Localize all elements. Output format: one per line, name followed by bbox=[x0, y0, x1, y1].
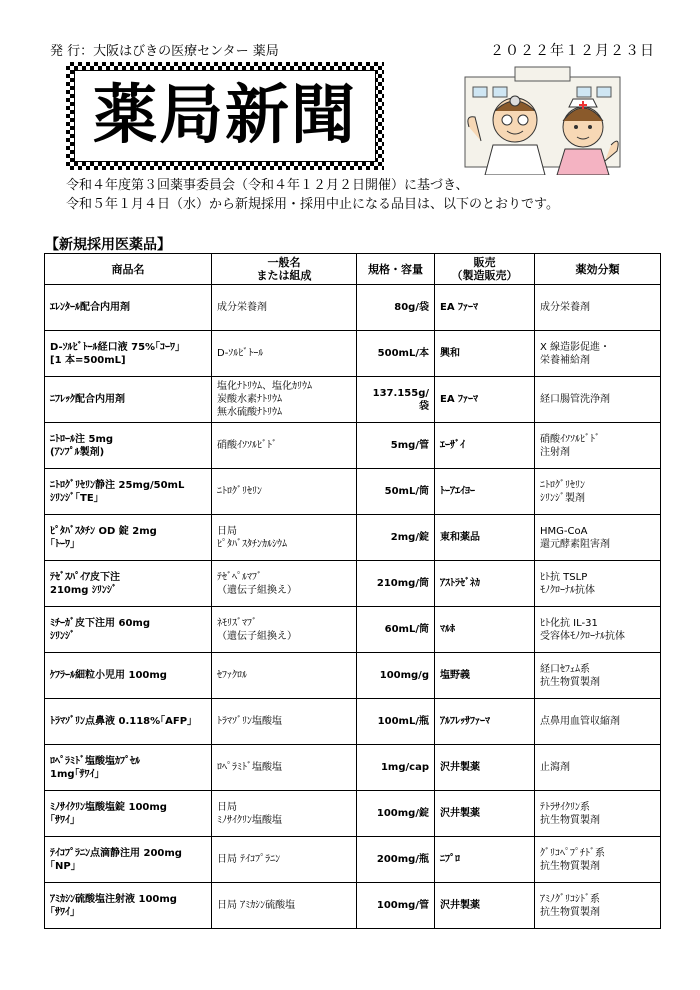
cell-generic-name: ﾃｾﾞﾍﾟﾙﾏﾌﾞ （遺伝子組換え） bbox=[212, 561, 357, 607]
cell-seller: 興和 bbox=[435, 331, 535, 377]
cell-product-name: ｴﾚﾝﾀｰﾙ配合内用剤 bbox=[45, 285, 212, 331]
cell-product-name: ｱﾐｶｼﾝ硫酸塩注射液 100mg ｢ｻﾜｲ｣ bbox=[45, 883, 212, 929]
cell-size: 210mg/筒 bbox=[357, 561, 435, 607]
table-row bbox=[45, 515, 661, 561]
cell-category: ﾋﾄ化抗 IL-31 受容体ﾓﾉｸﾛｰﾅﾙ抗体 bbox=[535, 607, 661, 653]
cell-size: 2mg/錠 bbox=[357, 515, 435, 561]
header-size: 規格・容量 bbox=[357, 254, 435, 285]
header-generic: 一般名 または組成 bbox=[212, 254, 357, 285]
cell-category: X 線造影促進・ 栄養補給剤 bbox=[535, 331, 661, 377]
cell-generic-name: 硝酸ｲｿｿﾙﾋﾞﾄﾞ bbox=[212, 423, 357, 469]
table-row bbox=[45, 653, 661, 699]
cell-generic-name: 日局 ｱﾐｶｼﾝ硫酸塩 bbox=[212, 883, 357, 929]
cell-product-name: ﾃｾﾞｽﾊﾟｲｱ皮下注 210mg ｼﾘﾝｼﾞ bbox=[45, 561, 212, 607]
intro-text bbox=[66, 176, 559, 214]
table-row bbox=[45, 699, 661, 745]
table-row bbox=[45, 285, 661, 331]
cell-generic-name: ﾄﾗﾏｿﾞﾘﾝ塩酸塩 bbox=[212, 699, 357, 745]
table-row bbox=[45, 883, 661, 929]
cell-product-name: D-ｿﾙﾋﾞﾄｰﾙ経口液 75%｢ｺｰﾜ｣ [1 本=500mL] bbox=[45, 331, 212, 377]
table-header-row bbox=[45, 254, 661, 285]
cell-seller: 沢井製薬 bbox=[435, 883, 535, 929]
cell-size: 100mg/g bbox=[357, 653, 435, 699]
cell-seller: EA ﾌｧｰﾏ bbox=[435, 377, 535, 423]
cell-product-name: ﾐﾉｻｲｸﾘﾝ塩酸塩錠 100mg ｢ｻﾜｲ｣ bbox=[45, 791, 212, 837]
cell-generic-name: 日局 ﾋﾟﾀﾊﾞｽﾀﾁﾝｶﾙｼｳﾑ bbox=[212, 515, 357, 561]
issue-date: ２０２２年１２月２３日 bbox=[490, 43, 655, 59]
cell-seller: ﾄｰｱｴｲﾖｰ bbox=[435, 469, 535, 515]
cell-size: 100mL/瓶 bbox=[357, 699, 435, 745]
cell-size: 500mL/本 bbox=[357, 331, 435, 377]
table-row bbox=[45, 561, 661, 607]
table-row bbox=[45, 607, 661, 653]
cell-seller: 沢井製薬 bbox=[435, 745, 535, 791]
cell-seller: ｴｰｻﾞｲ bbox=[435, 423, 535, 469]
cell-generic-name: 成分栄養剤 bbox=[212, 285, 357, 331]
cell-size: 1mg/cap bbox=[357, 745, 435, 791]
cell-seller: ｱｽﾄﾗｾﾞﾈｶ bbox=[435, 561, 535, 607]
masthead-inner bbox=[74, 70, 376, 162]
cell-size: 200mg/瓶 bbox=[357, 837, 435, 883]
cell-product-name: ﾆﾌﾚｯｸ配合内用剤 bbox=[45, 377, 212, 423]
cell-generic-name: ﾛﾍﾟﾗﾐﾄﾞ塩酸塩 bbox=[212, 745, 357, 791]
intro-line-2: 令和５年１月４日（水）から新規採用・採用中止になる品目は、以下のとおりです。 bbox=[66, 197, 559, 212]
cell-generic-name: ﾈﾓﾘｽﾞﾏﾌﾞ （遺伝子組換え） bbox=[212, 607, 357, 653]
cell-size: 60mL/筒 bbox=[357, 607, 435, 653]
cell-generic-name: 塩化ﾅﾄﾘｳﾑ、塩化ｶﾘｳﾑ 炭酸水素ﾅﾄﾘｳﾑ 無水硫酸ﾅﾄﾘｳﾑ bbox=[212, 377, 357, 423]
masthead-frame bbox=[66, 62, 384, 170]
cell-seller: EA ﾌｧｰﾏ bbox=[435, 285, 535, 331]
cell-product-name: ﾛﾍﾟﾗﾐﾄﾞ塩酸塩ｶﾌﾟｾﾙ 1mg｢ｻﾜｲ｣ bbox=[45, 745, 212, 791]
cell-size: 80g/袋 bbox=[357, 285, 435, 331]
cell-category: 経口ｾﾌｪﾑ系 抗生物質製剤 bbox=[535, 653, 661, 699]
table-row bbox=[45, 791, 661, 837]
cell-generic-name: D-ｿﾙﾋﾞﾄｰﾙ bbox=[212, 331, 357, 377]
cell-category: HMG-CoA 還元酵素阻害剤 bbox=[535, 515, 661, 561]
cell-product-name: ﾃｲｺﾌﾟﾗﾆﾝ点滴静注用 200mg ｢NP｣ bbox=[45, 837, 212, 883]
table-row bbox=[45, 837, 661, 883]
header-seller: 販売 （製造販売） bbox=[435, 254, 535, 285]
cell-seller: 東和薬品 bbox=[435, 515, 535, 561]
table-row bbox=[45, 469, 661, 515]
pharmacists-illustration bbox=[455, 65, 630, 175]
cell-category: 成分栄養剤 bbox=[535, 285, 661, 331]
table-row bbox=[45, 331, 661, 377]
publisher-line: 発 行：大阪はびきの医療センター 薬局 bbox=[50, 44, 279, 59]
new-drugs-table bbox=[44, 253, 661, 929]
cell-product-name: ﾆﾄﾛｰﾙ注 5mg (ｱﾝﾌﾟﾙ製剤) bbox=[45, 423, 212, 469]
cell-size: 5mg/管 bbox=[357, 423, 435, 469]
cell-category: 経口腸管洗浄剤 bbox=[535, 377, 661, 423]
cell-generic-name: 日局 ﾃｲｺﾌﾟﾗﾆﾝ bbox=[212, 837, 357, 883]
cell-seller: 沢井製薬 bbox=[435, 791, 535, 837]
cell-generic-name: ﾆﾄﾛｸﾞﾘｾﾘﾝ bbox=[212, 469, 357, 515]
table-row bbox=[45, 745, 661, 791]
intro-line-1: 令和４年度第３回薬事委員会（令和４年１２月２日開催）に基づき、 bbox=[66, 178, 469, 193]
cell-generic-name: 日局 ﾐﾉｻｲｸﾘﾝ塩酸塩 bbox=[212, 791, 357, 837]
cell-category: 硝酸ｲｿｿﾙﾋﾞﾄﾞ 注射剤 bbox=[535, 423, 661, 469]
table-row bbox=[45, 423, 661, 469]
cell-category: ﾆﾄﾛｸﾞﾘｾﾘﾝ ｼﾘﾝｼﾞ製剤 bbox=[535, 469, 661, 515]
cell-product-name: ﾆﾄﾛｸﾞﾘｾﾘﾝ静注 25mg/50mL ｼﾘﾝｼﾞ｢TE｣ bbox=[45, 469, 212, 515]
cell-category: 点鼻用血管収縮剤 bbox=[535, 699, 661, 745]
header-category: 薬効分類 bbox=[535, 254, 661, 285]
cell-product-name: ﾄﾗﾏｿﾞﾘﾝ点鼻液 0.118%｢AFP｣ bbox=[45, 699, 212, 745]
cell-category: ﾋﾄ抗 TSLP ﾓﾉｸﾛｰﾅﾙ抗体 bbox=[535, 561, 661, 607]
cell-seller: ｱﾙﾌﾚｯｻﾌｧｰﾏ bbox=[435, 699, 535, 745]
cell-category: ｸﾞﾘｺﾍﾟﾌﾟﾁﾄﾞ系 抗生物質製剤 bbox=[535, 837, 661, 883]
cell-size: 50mL/筒 bbox=[357, 469, 435, 515]
table-row bbox=[45, 377, 661, 423]
cell-seller: ﾏﾙﾎ bbox=[435, 607, 535, 653]
cell-product-name: ﾋﾟﾀﾊﾞｽﾀﾁﾝ OD 錠 2mg ｢ﾄｰﾜ｣ bbox=[45, 515, 212, 561]
section-heading: 【新規採用医薬品】 bbox=[45, 237, 171, 253]
cell-category: ﾃﾄﾗｻｲｸﾘﾝ系 抗生物質製剤 bbox=[535, 791, 661, 837]
cell-category: ｱﾐﾉｸﾞﾘｺｼﾄﾞ系 抗生物質製剤 bbox=[535, 883, 661, 929]
cell-product-name: ﾐﾁｰｶﾞ皮下注用 60mg ｼﾘﾝｼﾞ bbox=[45, 607, 212, 653]
newsletter-title: 薬局新聞 bbox=[93, 79, 357, 153]
header-name: 商品名 bbox=[45, 254, 212, 285]
cell-seller: 塩野義 bbox=[435, 653, 535, 699]
cell-generic-name: ｾﾌｧｸﾛﾙ bbox=[212, 653, 357, 699]
cell-size: 137.155g/ 袋 bbox=[357, 377, 435, 423]
cell-category: 止瀉剤 bbox=[535, 745, 661, 791]
cell-size: 100mg/管 bbox=[357, 883, 435, 929]
cell-product-name: ｹﾌﾗｰﾙ細粒小児用 100mg bbox=[45, 653, 212, 699]
cell-seller: ﾆﾌﾟﾛ bbox=[435, 837, 535, 883]
cell-size: 100mg/錠 bbox=[357, 791, 435, 837]
